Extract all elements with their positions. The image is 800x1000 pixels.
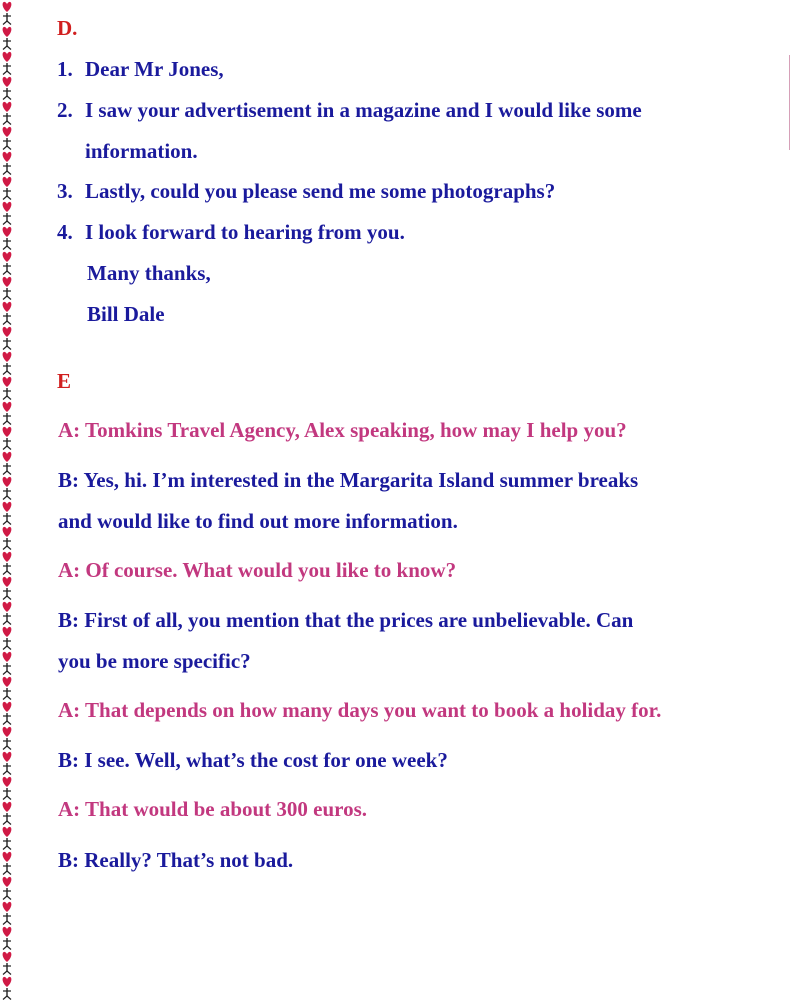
dialogue-line-b-continuation: you be more specific? [58,649,251,673]
section-e-heading: E [57,369,72,393]
dialogue-line-b: B: Really? That’s not bad. [58,848,294,872]
letter-signature: Bill Dale [87,302,165,326]
dialogue-line-b: B: Yes, hi. I’m interested in the Margarita Island summer breaks [58,468,639,492]
list-number: 2. [57,98,73,122]
heart-figure-border-icon [0,0,14,1000]
dialogue-line-a: A: Tomkins Travel Agency, Alex speaking, how may I help you? [58,418,627,442]
list-text: I saw your advertisement in a magazine and I would like some [85,98,642,122]
list-item-1 [57,56,224,82]
dialogue-line-b: B: I see. Well, what’s the cost for one week? [58,748,448,772]
list-item-4 [57,219,405,245]
list-text: I look forward to hearing from you. [85,220,405,244]
list-item-2-continuation: information. [85,139,198,163]
dialogue-line-a: A: Of course. What would you like to know? [58,558,457,582]
dialogue-line-b: B: First of all, you mention that the prices are unbelievable. Can [58,608,634,632]
list-text: Lastly, could you please send me some photographs? [85,179,556,203]
dialogue-line-a: A: That would be about 300 euros. [58,797,368,821]
list-number: 3. [57,179,73,203]
list-number: 4. [57,220,73,244]
list-number: 1. [57,57,73,81]
list-item-2 [57,97,642,123]
letter-closing: Many thanks, [87,261,211,285]
list-item-3 [57,178,555,204]
list-text: Dear Mr Jones, [85,57,224,81]
dialogue-line-a: A: That depends on how many days you want to book a holiday for. [58,698,662,722]
dialogue-line-b-continuation: and would like to find out more information. [58,509,458,533]
margin-rule [789,55,790,150]
section-d-heading: D. [57,16,78,40]
